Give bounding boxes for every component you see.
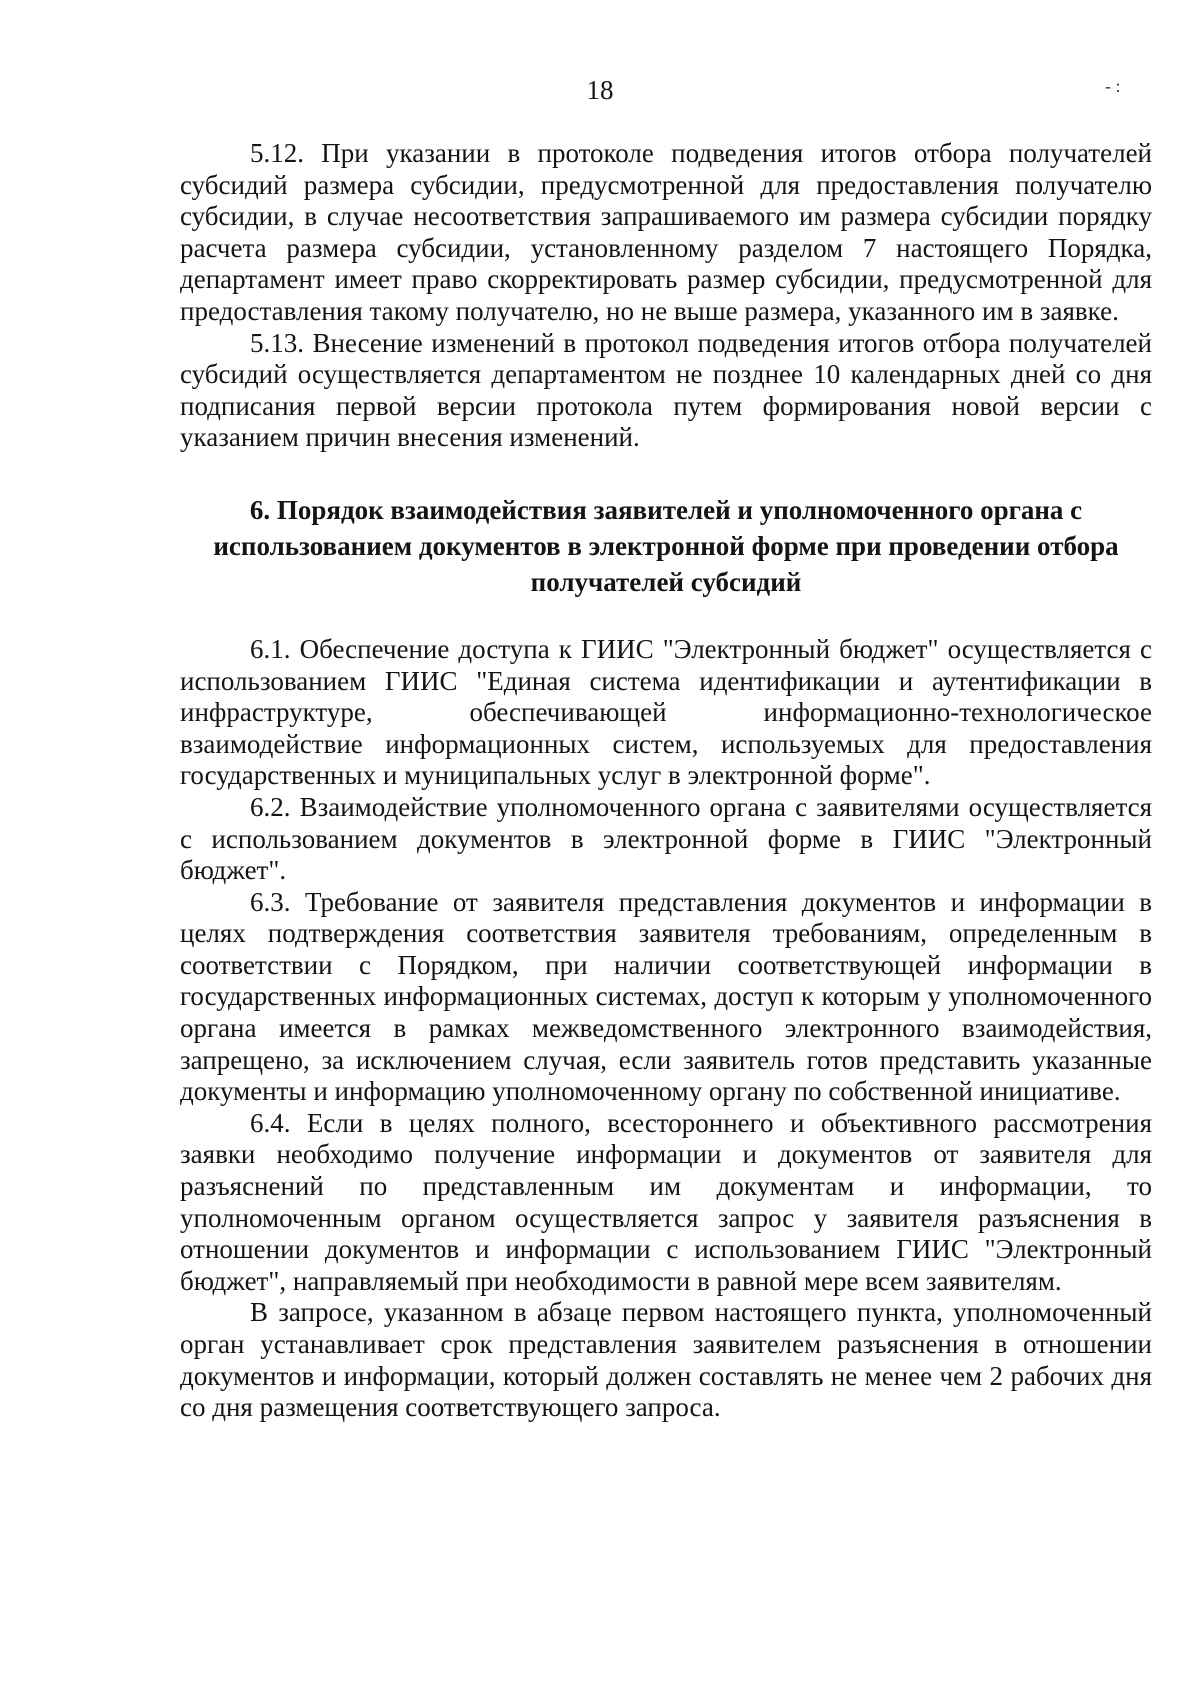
paragraph-6-3: 6.3. Требование от заявителя представления документов и информации в целях подтверждения соответствия заявителя требованиям, определенным в соответствии с Порядком, при наличии соответствующей информации в государственных информационных системах, доступ к которым у уполномоченного органа имеется в рамках межведомственного электронного взаимодействия, запрещено, за исключением случая, если заявитель готов представить указанные документы и информацию уполномоченному органу по собственной инициативе. [180, 886, 1152, 1107]
document-body [180, 138, 1152, 1424]
corner-mark: - : [1105, 76, 1121, 96]
paragraph-6-1: 6.1. Обеспечение доступа к ГИИС "Электронный бюджет" осуществляется с использованием ГИИС "Единая система идентификации и аутентификации в инфраструктуре, обеспечивающей информационно-технологическое взаимодействие информационных систем, используемых для предоставления государственных и муниципальных услуг в электронной форме". [180, 633, 1152, 791]
paragraph-6-4: 6.4. Если в целях полного, всестороннего и объективного рассмотрения заявки необходимо получение информации и документов от заявителя для разъяснений по представленным им документам и информации, то уполномоченным органом осуществляется запрос у заявителя разъяснения в отношении документов и информации с использованием ГИИС "Электронный бюджет", направляемый при необходимости в равной мере всем заявителям. [180, 1107, 1152, 1296]
section-heading: 6. Порядок взаимодействия заявителей и уполномоченного органа с использованием документов в электронной форме при проведении отбора получателей субсидий [213, 494, 1119, 597]
paragraph-6-4-second: В запросе, указанном в абзаце первом настоящего пункта, уполномоченный орган устанавливает срок представления заявителем разъяснения в отношении документов и информации, который должен составлять не менее чем 2 рабочих дня со дня размещения соответствующего запроса. [180, 1297, 1152, 1423]
paragraph-6-2: 6.2. Взаимодействие уполномоченного органа с заявителями осуществляется с использованием документов в электронной форме в ГИИС "Электронный бюджет". [180, 791, 1152, 886]
paragraph-5-12: 5.12. При указании в протоколе подведения итогов отбора получателей субсидий размера субсидии, предусмотренной для предоставления получателю субсидии, в случае несоответствия запрашиваемого им размера субсидии порядку расчета размера субсидии, установленному разделом 7 настоящего Порядка, департамент имеет право скорректировать размер субсидии, предусмотренной для предоставления такому получателю, но не выше размера, указанного им в заявке. [180, 138, 1152, 326]
page-number: 18 [586, 75, 614, 105]
paragraph-5-13: 5.13. Внесение изменений в протокол подведения итогов отбора получателей субсидий осуществляется департаментом не позднее 10 календарных дней со дня подписания первой версии протокола путем формирования новой версии с указанием причин внесения изменений. [180, 327, 1152, 453]
